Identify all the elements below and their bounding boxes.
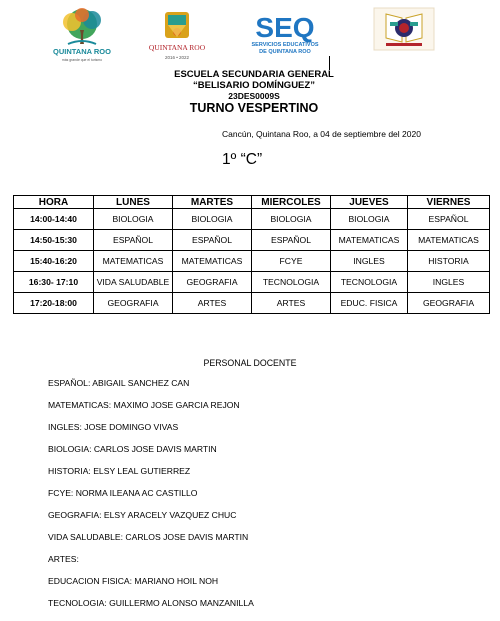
subject-cell: MATEMATICAS [173, 251, 252, 272]
school-code: 23DES0009S [228, 91, 280, 101]
tree-crown-icon [63, 8, 101, 44]
subject-cell: TECNOLOGIA [331, 272, 408, 293]
subject-cell: BIOLOGIA [173, 209, 252, 230]
schedule-table [13, 195, 490, 314]
table-row [14, 230, 490, 251]
list-item: ARTES: [48, 554, 79, 564]
text-cursor [329, 56, 330, 70]
school-crest-logo [372, 6, 436, 52]
list-item: INGLES: JOSE DOMINGO VIVAS [48, 422, 179, 432]
subject-cell: TECNOLOGIA [252, 272, 331, 293]
subject-cell: ESPAÑOL [94, 230, 173, 251]
col-header-viernes: VIERNES [408, 196, 490, 209]
list-item: ESPAÑOL: ABIGAIL SANCHEZ CAN [48, 378, 190, 388]
list-item: FCYE: NORMA ILEANA AC CASTILLO [48, 488, 198, 498]
school-name: ESCUELA SECUNDARIA GENERAL [174, 69, 334, 80]
col-header-hora: HORA [14, 196, 94, 209]
time-cell: 15:40-16:20 [14, 251, 94, 272]
school-name-line-2: “BELISARIO DOMÍNGUEZ” [193, 80, 315, 91]
list-item: BIOLOGIA: CARLOS JOSE DAVIS MARTIN [48, 444, 217, 454]
list-item: GEOGRAFIA: ELSY ARACELY VAZQUEZ CHUC [48, 510, 237, 520]
place-and-date: Cancún, Quintana Roo, a 04 de septiembre del 2020 [222, 129, 421, 139]
subject-cell: BIOLOGIA [94, 209, 173, 230]
subject-cell: GEOGRAFIA [408, 293, 490, 314]
subject-cell: HISTORIA [408, 251, 490, 272]
schedule-header-row [14, 196, 490, 209]
qroo-logo-subtext: más grande que el turismo [61, 58, 103, 62]
time-cell: 16:30- 17:10 [14, 272, 94, 293]
seq-logo [240, 10, 330, 58]
list-item: VIDA SALUDABLE: CARLOS JOSE DAVIS MARTIN [48, 532, 249, 542]
subject-cell: ESPAÑOL [173, 230, 252, 251]
table-row [14, 251, 490, 272]
sun-emblem-icon [165, 12, 189, 38]
quintana-roo-tree-logo [44, 6, 120, 64]
time-cell: 14:00-14:40 [14, 209, 94, 230]
grade-group: 1º “C” [222, 151, 263, 168]
list-item: HISTORIA: ELSY LEAL GUTIERREZ [48, 466, 191, 476]
gov-logo-text: QUINTANA ROO [148, 43, 206, 52]
subject-cell: GEOGRAFIA [173, 272, 252, 293]
seq-logo-subtext-2: DE QUINTANA ROO [259, 49, 311, 55]
seq-logo-subtext-1: SERVICIOS EDUCATIVOS [251, 42, 319, 48]
subject-cell: MATEMATICAS [408, 230, 490, 251]
table-row [14, 293, 490, 314]
subject-cell: EDUC. FISICA [331, 293, 408, 314]
time-cell: 14:50-15:30 [14, 230, 94, 251]
subject-cell: ESPAÑOL [408, 209, 490, 230]
list-item: EDUCACION FISICA: MARIANO HOIL NOH [48, 576, 219, 586]
staff-list [48, 375, 254, 617]
staff-title: PERSONAL DOCENTE [203, 358, 297, 368]
logo-bar [0, 0, 500, 70]
col-header-lunes: LUNES [94, 196, 173, 209]
subject-cell: BIOLOGIA [252, 209, 331, 230]
col-header-miercoles: MIERCOLES [252, 196, 331, 209]
gov-logo-years: 2016 • 2022 [164, 55, 190, 60]
time-cell: 17:20-18:00 [14, 293, 94, 314]
table-row [14, 209, 490, 230]
col-header-jueves: JUEVES [331, 196, 408, 209]
qroo-logo-text: QUINTANA ROO [53, 47, 111, 56]
subject-cell: VIDA SALUDABLE [94, 272, 173, 293]
subject-cell: MATEMATICAS [94, 251, 173, 272]
seq-logo-text: SEQ [255, 12, 315, 43]
shift-title: TURNO VESPERTINO [189, 101, 319, 115]
subject-cell: ARTES [252, 293, 331, 314]
list-item: TECNOLOGIA: GUILLERMO ALONSO MANZANILLA [48, 598, 254, 608]
subject-cell: ARTES [173, 293, 252, 314]
subject-cell: ESPAÑOL [252, 230, 331, 251]
subject-cell: INGLES [331, 251, 408, 272]
subject-cell: INGLES [408, 272, 490, 293]
subject-cell: BIOLOGIA [331, 209, 408, 230]
subject-cell: MATEMATICAS [331, 230, 408, 251]
government-quintana-roo-logo [140, 8, 214, 64]
col-header-martes: MARTES [173, 196, 252, 209]
subject-cell: FCYE [252, 251, 331, 272]
subject-cell: GEOGRAFIA [94, 293, 173, 314]
list-item: MATEMATICAS: MAXIMO JOSE GARCIA REJON [48, 400, 240, 410]
table-row [14, 272, 490, 293]
